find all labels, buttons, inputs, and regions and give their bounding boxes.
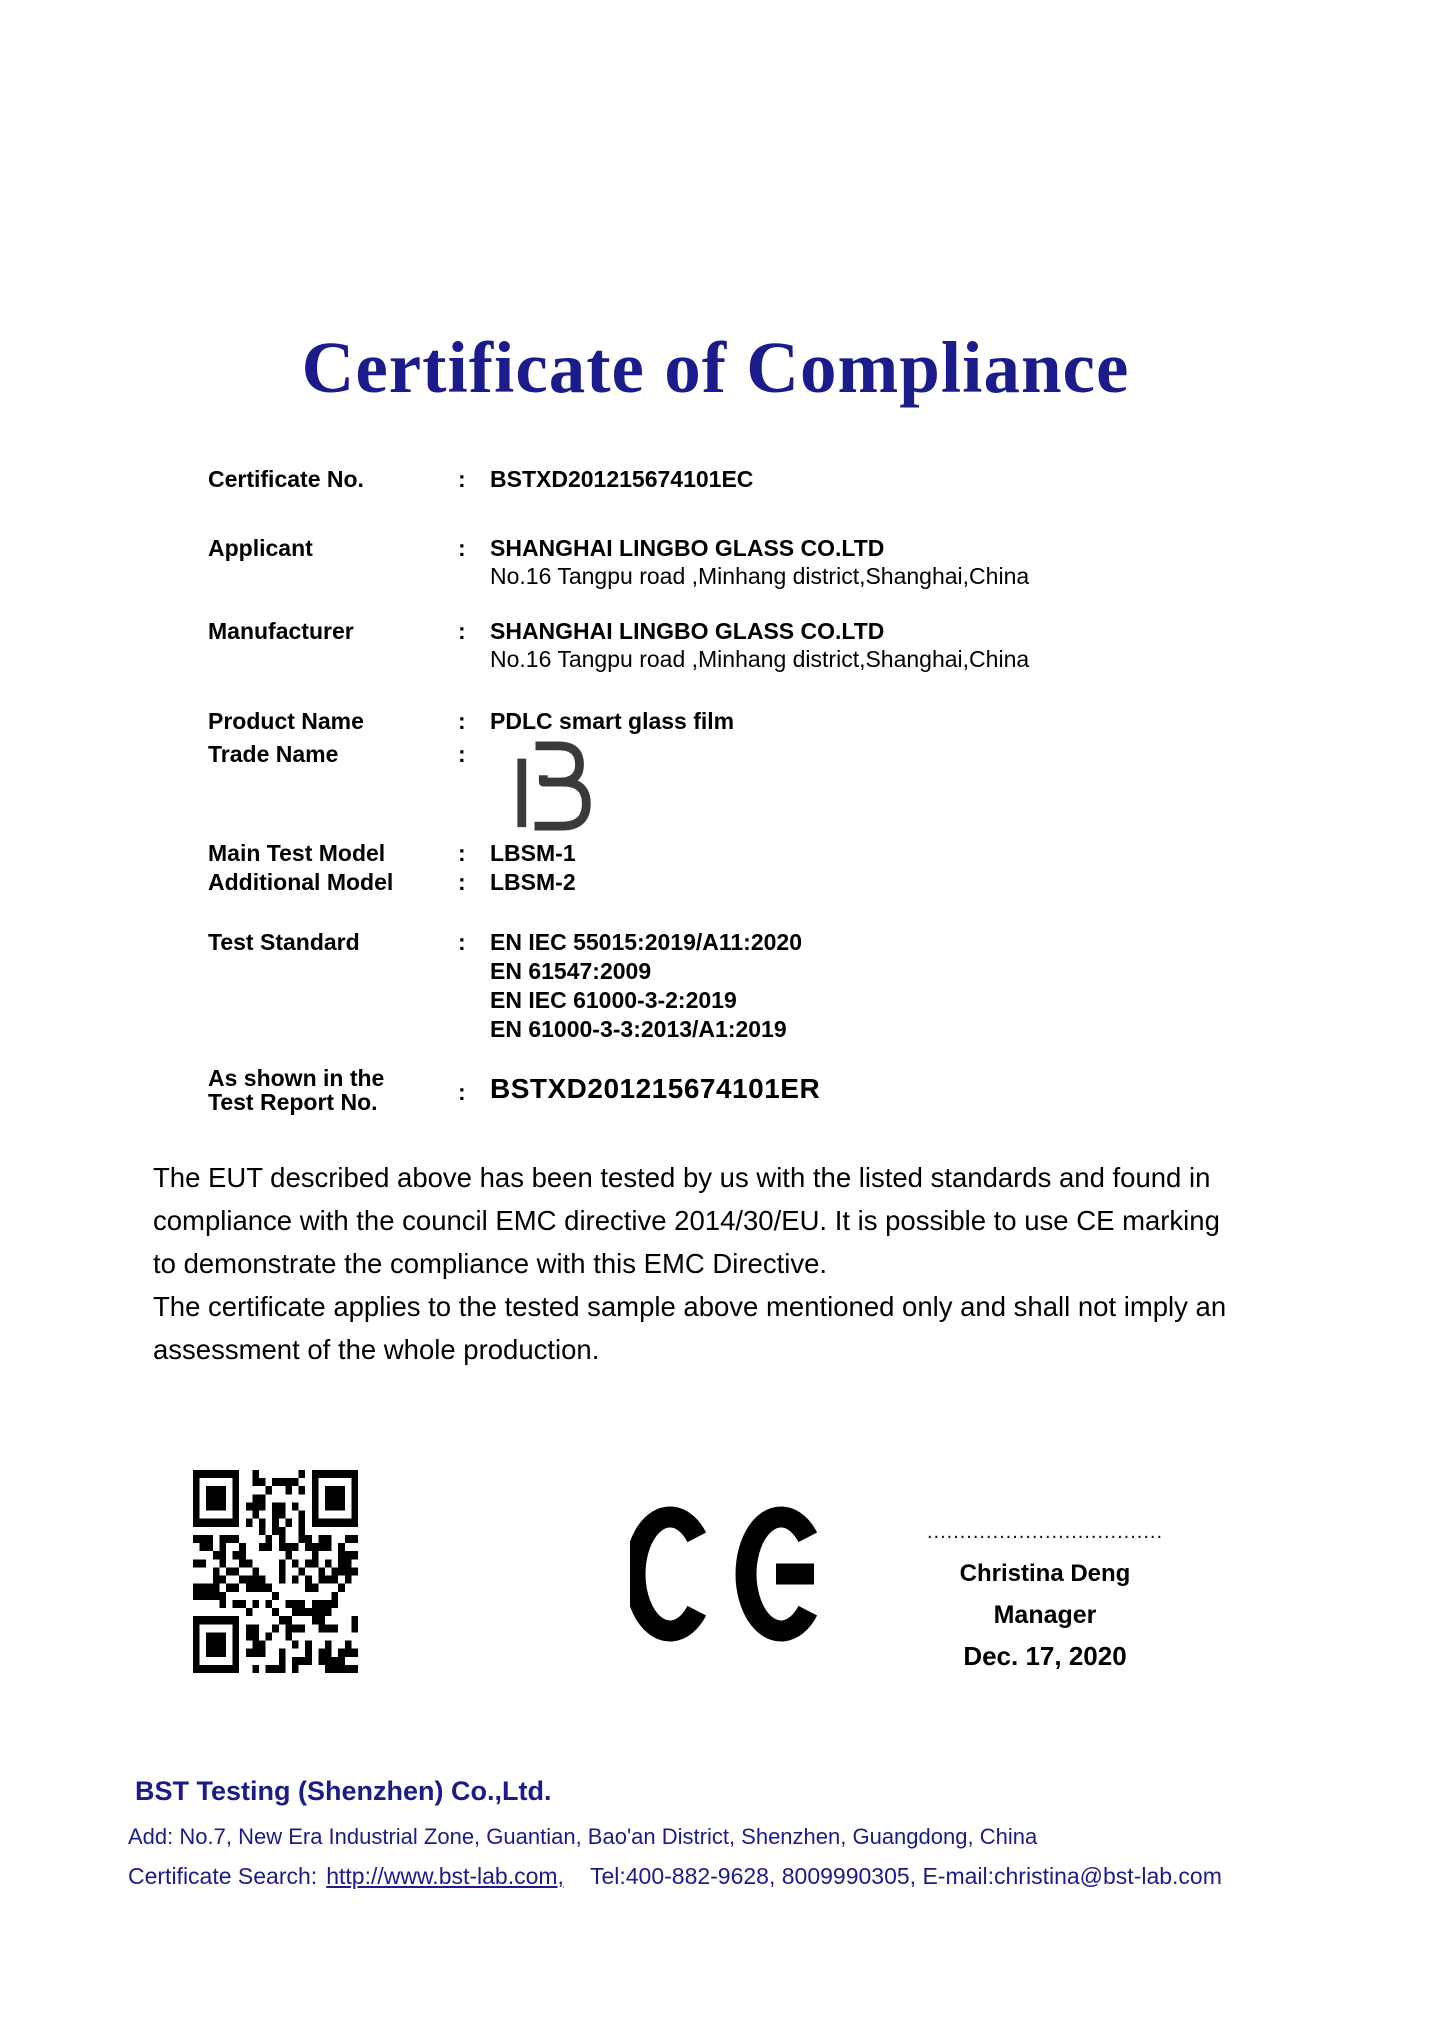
manufacturer-address: No.16 Tangpu road ,Minhang district,Shanghai,China (490, 646, 1030, 672)
product-name-label: Product Name (208, 708, 364, 734)
test-standard-2: EN 61547:2009 (490, 958, 652, 984)
field-manufacturer (208, 617, 1029, 673)
certificate-no-label: Certificate No. (208, 466, 364, 492)
test-standard-1: EN IEC 55015:2019/A11:2020 (490, 929, 802, 955)
page-title: Certificate of Compliance (301, 327, 1130, 408)
colon: : (458, 618, 466, 644)
field-test-standard (208, 928, 802, 1044)
applicant-address: No.16 Tangpu road ,Minhang district,Shanghai,China (490, 563, 1030, 589)
signature-line: .................................... (926, 1521, 1164, 1543)
field-product-name (208, 707, 734, 735)
test-standard-4: EN 61000-3-3:2013/A1:2019 (490, 1016, 787, 1042)
main-test-model-label: Main Test Model (208, 840, 386, 866)
signature-block (918, 1522, 1172, 1672)
field-main-test-model (208, 839, 576, 867)
manufacturer-label: Manufacturer (208, 618, 354, 644)
certificate-search-link[interactable]: http://www.bst-lab.com, (326, 1863, 564, 1889)
qr-code-icon (193, 1470, 358, 1673)
additional-model-label: Additional Model (208, 869, 394, 895)
test-standard-label: Test Standard (208, 929, 360, 955)
body-paragraph-1: The EUT described above has been tested by us with the listed standards and found in compliance with the council EMC directive 2014/30/EU. It is possible to use CE marking to demonstrate the compliance with this EMC Directive. (153, 1162, 1220, 1279)
footer-search-line (128, 1863, 1222, 1890)
signature-date: Dec. 17, 2020 (963, 1641, 1127, 1671)
body-paragraph-2: The certificate applies to the tested sample above mentioned only and shall not imply an assessment of the whole production. (153, 1291, 1227, 1365)
applicant-company: SHANGHAI LINGBO GLASS CO.LTD (490, 535, 885, 561)
colon: : (458, 535, 466, 561)
colon: : (458, 741, 466, 767)
test-report-label-line1: As shown in the (208, 1065, 385, 1091)
field-test-report-no (208, 1066, 820, 1114)
colon: : (458, 840, 466, 866)
manufacturer-company: SHANGHAI LINGBO GLASS CO.LTD (490, 618, 885, 644)
footer (128, 1776, 1222, 1890)
colon: : (458, 466, 466, 492)
trade-name-label: Trade Name (208, 741, 339, 767)
test-report-value: BSTXD201215674101ER (490, 1073, 821, 1104)
test-report-label-line2: Test Report No. (208, 1089, 378, 1115)
certificate-search-label: Certificate Search: (128, 1863, 318, 1889)
signatory-role: Manager (993, 1601, 1097, 1629)
colon: : (458, 869, 466, 895)
colon: : (458, 929, 466, 955)
field-applicant (208, 534, 1029, 590)
applicant-label: Applicant (208, 535, 313, 561)
additional-model-value: LBSM-2 (490, 869, 576, 895)
body-text (153, 1156, 1248, 1371)
test-standard-3: EN IEC 61000-3-2:2019 (490, 987, 737, 1013)
footer-company-name: BST Testing (Shenzhen) Co.,Ltd. (135, 1776, 552, 1806)
field-additional-model (208, 868, 576, 896)
colon: : (458, 708, 466, 734)
main-test-model-value: LBSM-1 (490, 840, 576, 866)
signatory-name: Christina Deng (959, 1560, 1131, 1587)
colon: : (458, 1079, 466, 1105)
field-certificate-no (208, 465, 753, 493)
ce-mark-icon (630, 1505, 820, 1643)
field-trade-name (208, 740, 601, 831)
footer-address: Add: No.7, New Era Industrial Zone, Guantian, Bao'an District, Shenzhen, Guangdong, China (128, 1824, 1038, 1849)
footer-contact: Tel:400-882-9628, 8009990305, E-mail:christina@bst-lab.com (589, 1863, 1222, 1889)
certificate-no-value: BSTXD201215674101EC (490, 466, 754, 492)
product-name-value: PDLC smart glass film (490, 708, 735, 734)
b-logo-icon (513, 741, 601, 831)
